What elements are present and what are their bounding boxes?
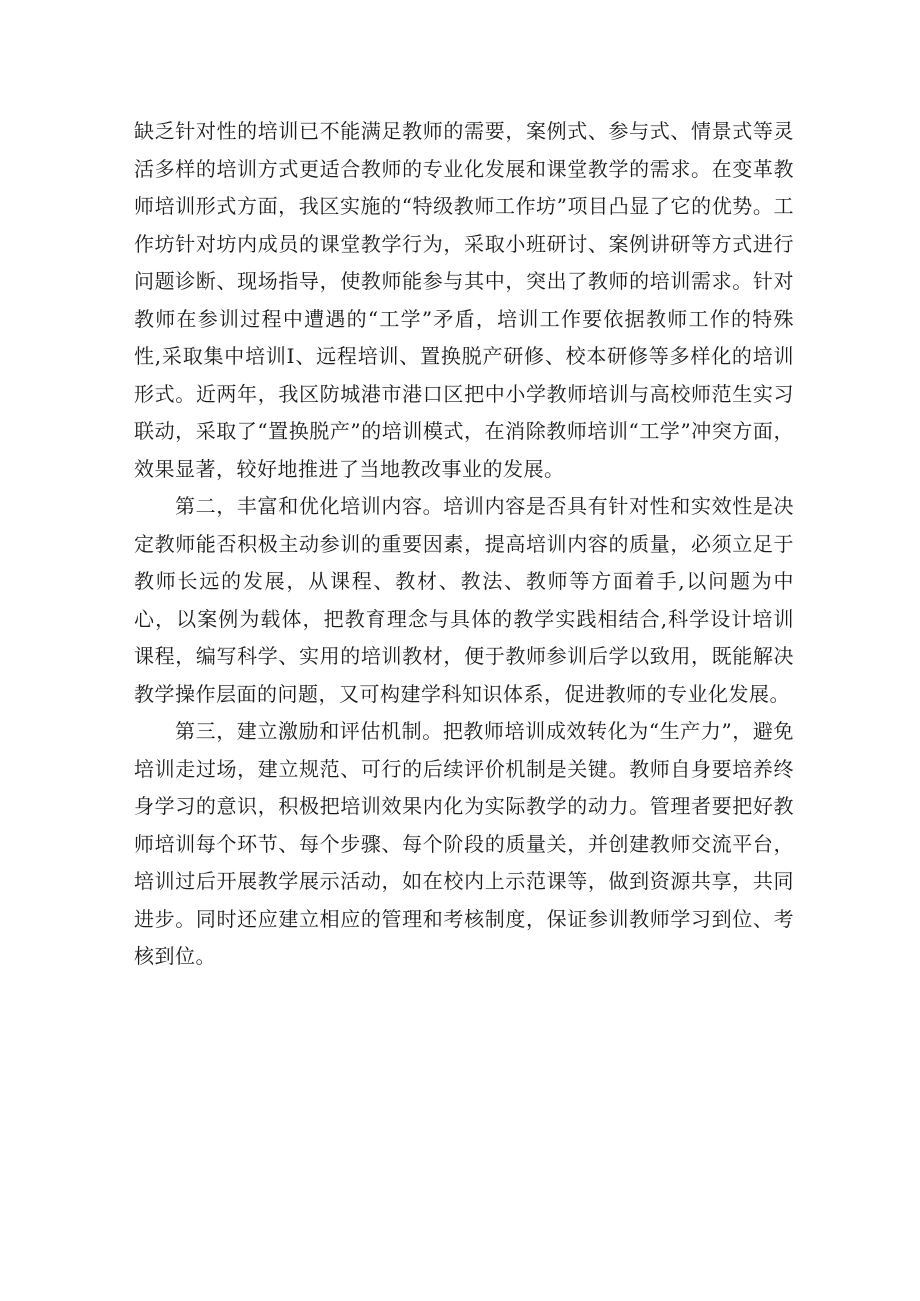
document-body [134, 113, 794, 976]
paragraph-3: 第三，建立激励和评估机制。把教师培训成效转化为“生产力”，避免培训走过场，建立规范、可行的后续评价机制是关键。教师自身要培养终身学习的意识，积极把培训效果内化为实际教学的动力。管理者要把好教师培训每个环节、每个步骤、每个阶段的质量关，并创建教师交流平台，培训过后开展教学展示活动，如在校内上示范课等，做到资源共享，共同进步。同时还应建立相应的管理和考核制度，保证参训教师学习到位、考核到位。 [134, 719, 794, 968]
paragraph-1: 缺乏针对性的培训已不能满足教师的需要，案例式、参与式、情景式等灵活多样的培训方式更适合教师的专业化发展和课堂教学的需求。在变革教师培训形式方面，我区实施的“特级教师工作坊”项目凸显了它的优势。工作坊针对坊内成员的课堂教学行为，采取小班研讨、案例讲研等方式进行问题诊断、现场指导，使教师能参与其中，突出了教师的培训需求。针对教师在参训过程中遭遇的“工学”矛盾，培训工作要依据教师工作的特殊性,采取集中培训I、远程培训、置换脱产研修、校本研修等多样化的培训形式。近两年，我区防城港市港口区把中小学教师培训与高校师范生实习联动，采取了“置换脱产”的培训模式，在消除教师培训“工学”冲突方面，效果显著，较好地推进了当地教改事业的发展。 [134, 119, 794, 481]
paragraph-2: 第二，丰富和优化培训内容。培训内容是否具有针对性和实效性是决定教师能否积极主动参训的重要因素，提高培训内容的质量，必须立足于教师长远的发展，从课程、教材、教法、教师等方面着手,以问题为中心，以案例为载体，把教育理念与具体的教学实践相结合,科学设计培训课程，编写科学、实用的培训教材，便于教师参训后学以致用，既能解决教学操作层面的问题，又可构建学科知识体系，促进教师的专业化发展。 [134, 494, 794, 706]
